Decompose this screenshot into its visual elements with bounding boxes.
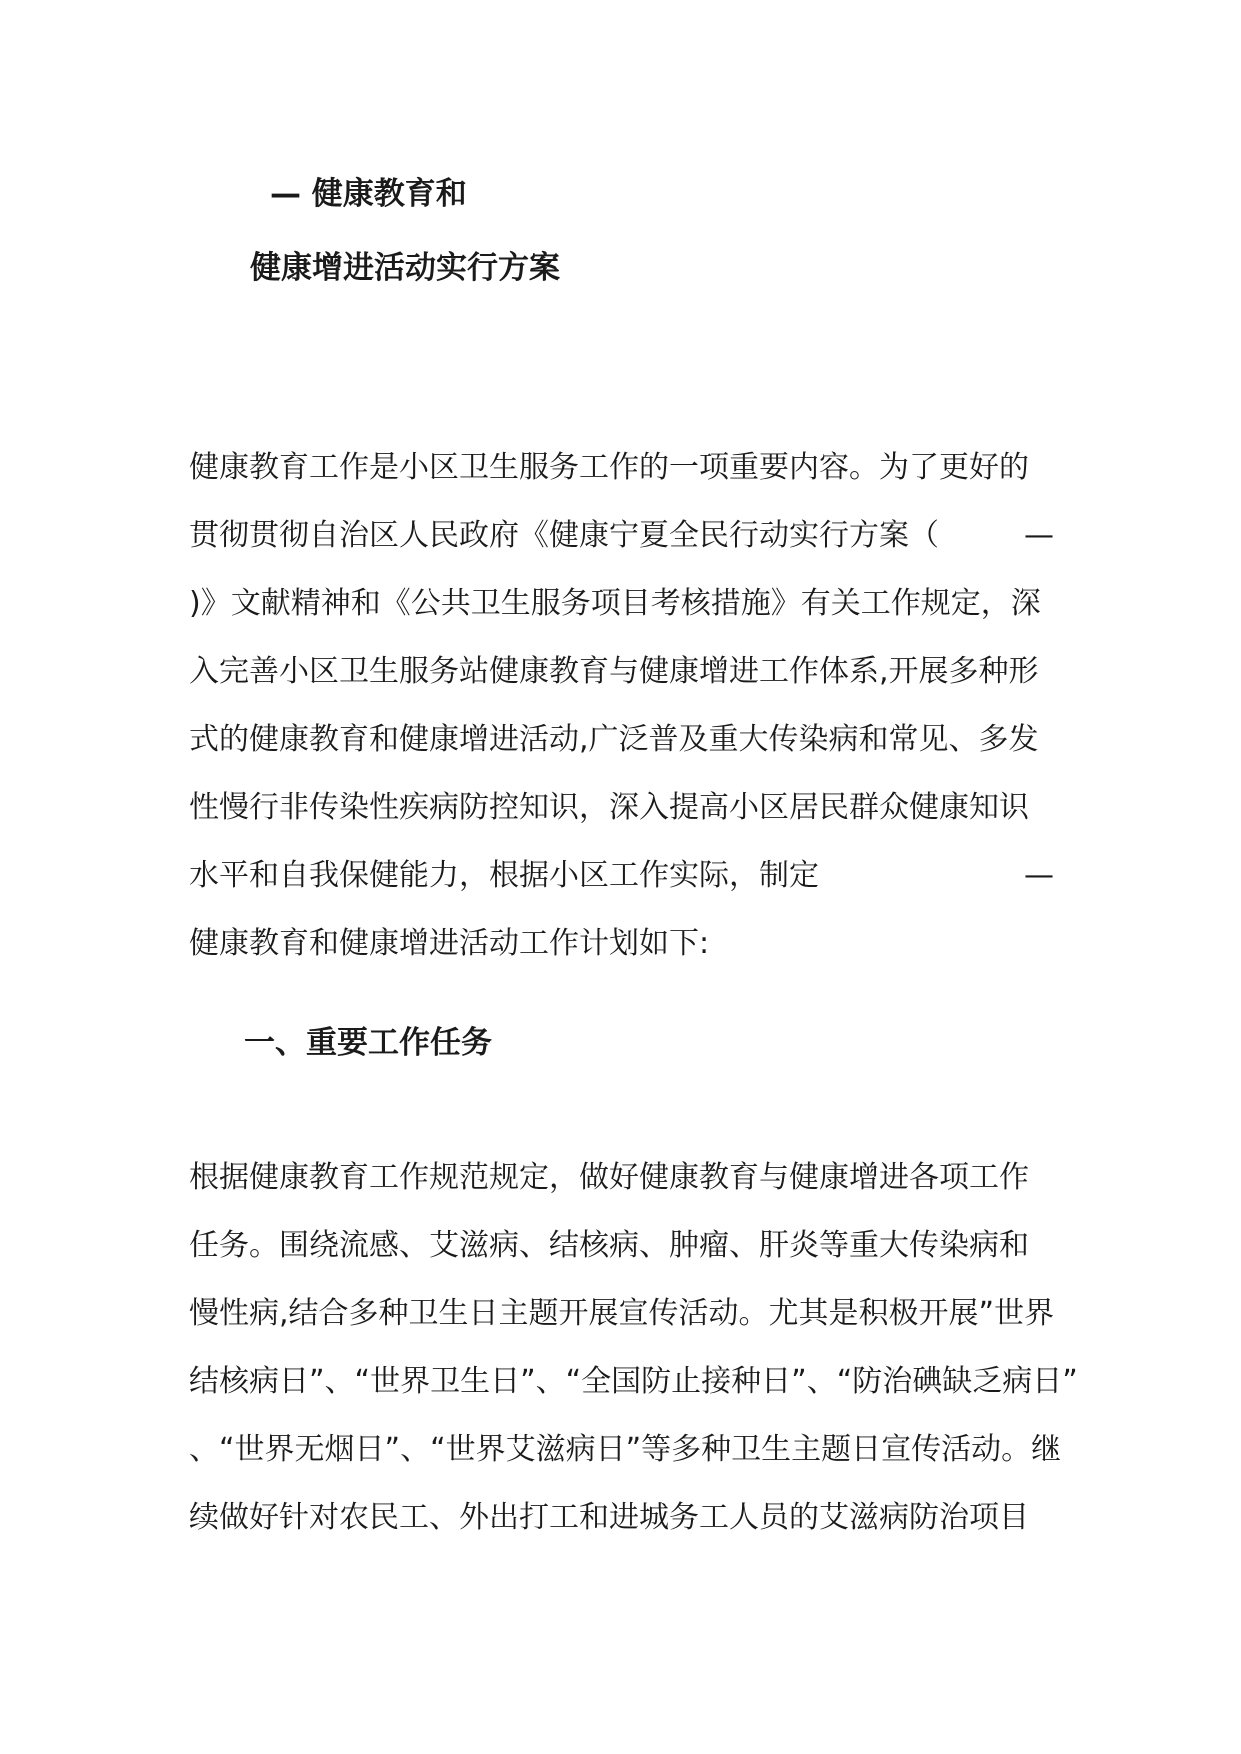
intro-line-3: )》文献精神和《公共卫生服务项目考核措施》有关工作规定，深 (189, 586, 1041, 621)
intro-line-7-dash: — (1024, 858, 1054, 893)
section-1-line-5: 、“世界无烟日”、“世界艾滋病日”等多种卫生主题日宣传活动。继 (189, 1432, 1062, 1467)
intro-line-8: 健康教育和健康增进活动工作计划如下: (189, 926, 710, 961)
intro-line-1: 健康教育工作是小区卫生服务工作的一项重要内容。为了更好的 (189, 450, 1029, 485)
document-title-line-1: — 健康教育和 (270, 176, 467, 212)
intro-line-2: 贯彻贯彻自治区人民政府《健康宁夏全民行动实行方案（ (189, 518, 939, 553)
intro-line-6: 性慢行非传染性疾病防控知识，深入提高小区居民群众健康知识 (189, 790, 1029, 825)
section-1-line-6: 续做好针对农民工、外出打工和进城务工人员的艾滋病防治项目 (189, 1500, 1029, 1535)
intro-line-2-dash: — (1024, 518, 1054, 553)
intro-line-7: 水平和自我保健能力，根据小区工作实际，制定 (189, 858, 819, 893)
section-1-heading: 一、重要工作任务 (244, 1025, 492, 1061)
section-1-line-4: 结核病日”、“世界卫生日”、“全国防止接种日”、“防治碘缺乏病日” (189, 1364, 1078, 1399)
document-title-line-2: 健康增进活动实行方案 (250, 250, 560, 286)
intro-line-4: 入完善小区卫生服务站健康教育与健康增进工作体系,开展多种形 (189, 654, 1039, 689)
section-1-line-3: 慢性病,结合多种卫生日主题开展宣传活动。尤其是积极开展”世界 (189, 1296, 1055, 1331)
intro-line-5: 式的健康教育和健康增进活动,广泛普及重大传染病和常见、多发 (189, 722, 1039, 757)
section-1-line-2: 任务。围绕流感、艾滋病、结核病、肿瘤、肝炎等重大传染病和 (189, 1228, 1029, 1263)
section-1-line-1: 根据健康教育工作规范规定，做好健康教育与健康增进各项工作 (189, 1160, 1029, 1195)
